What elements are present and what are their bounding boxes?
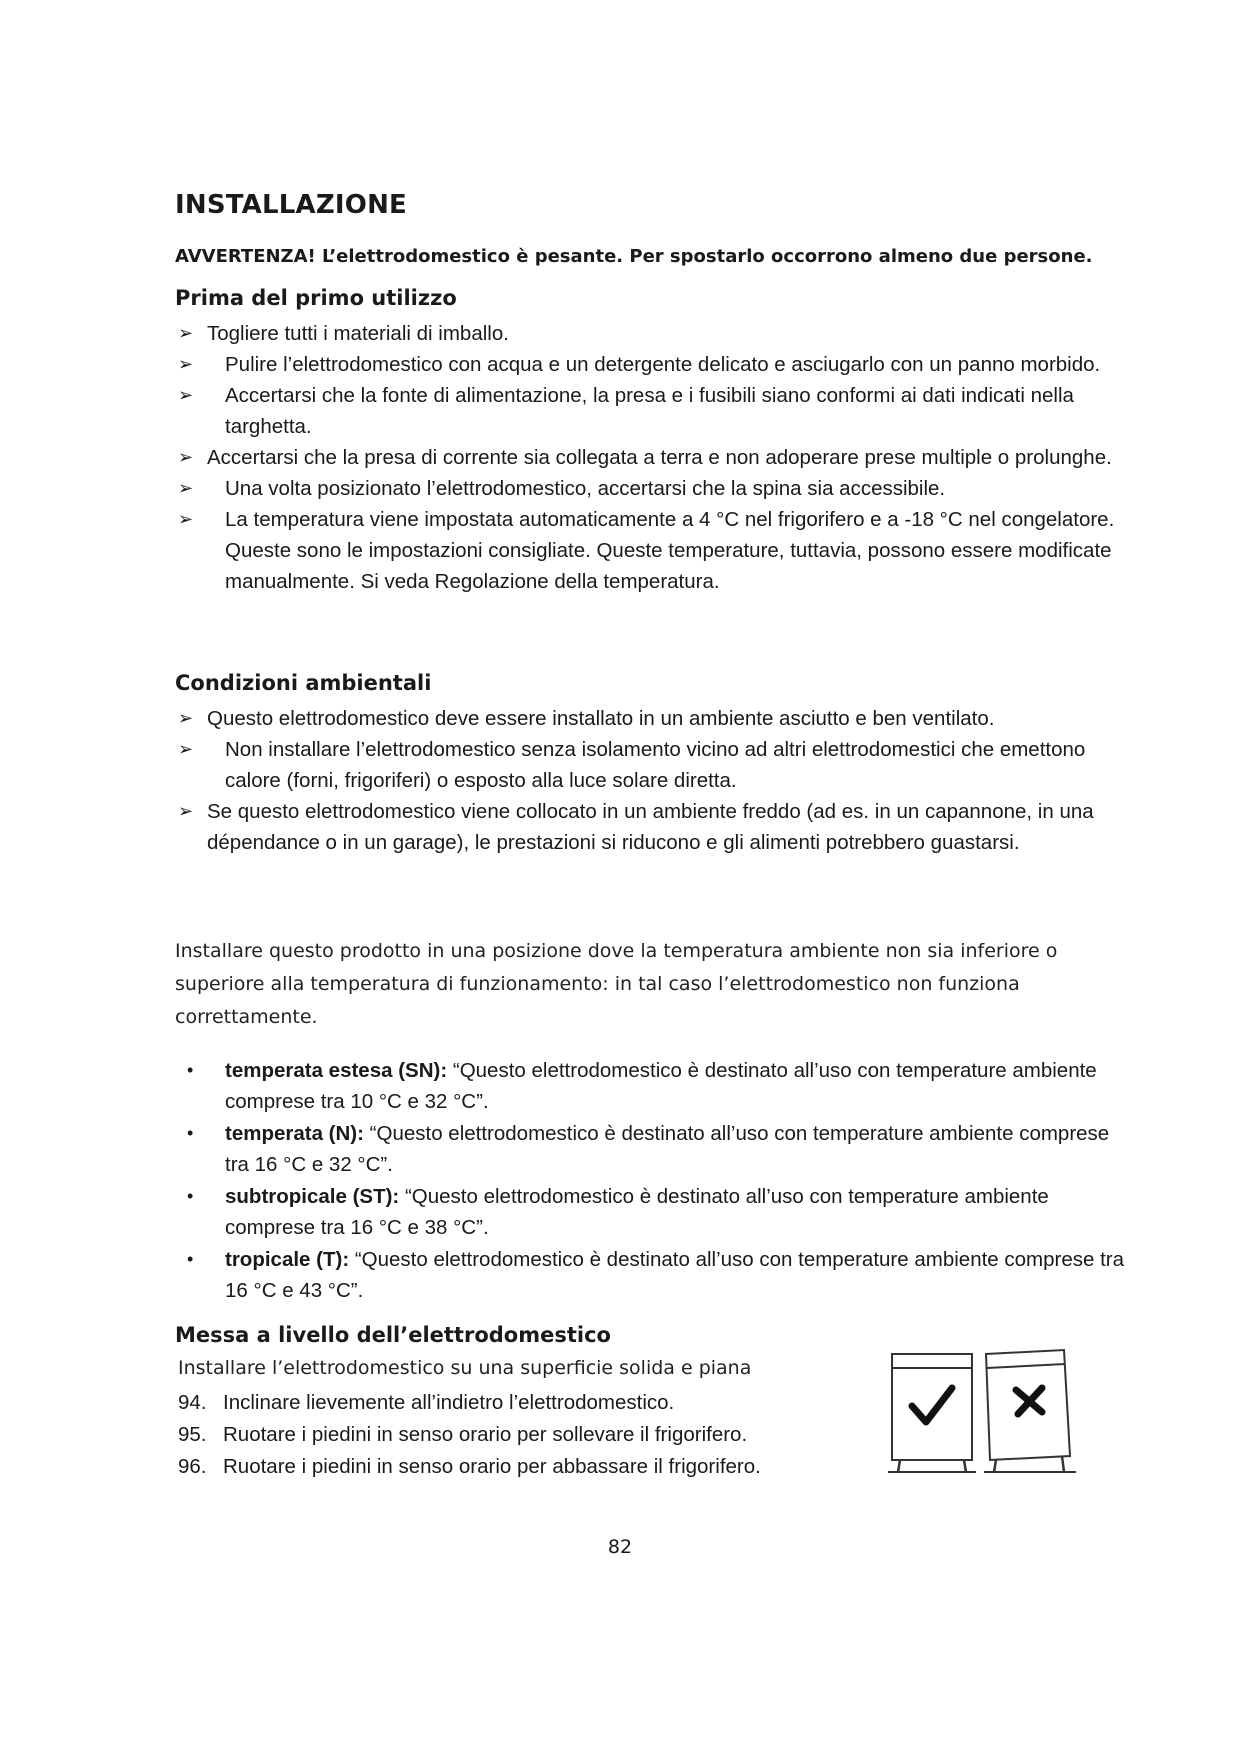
arrow-bullet-icon: ➢ xyxy=(178,385,194,405)
list-item: 95. Ruotare i piedini in senso orario per sollevare il frigorifero. xyxy=(178,1423,748,1446)
arrow-bullet-icon: ➢ xyxy=(178,801,194,821)
list-item: ➢ Questo elettrodomestico deve essere installato in un ambiente asciutto e ben ventilato. xyxy=(175,703,1135,734)
bullet-icon: • xyxy=(187,1249,194,1269)
leveling-steps xyxy=(175,1387,761,1483)
list-item: ➢ Pulire l’elettrodomestico con acqua e un detergente delicato e asciugarlo con un panno morbido. xyxy=(175,349,1135,380)
level-fridge-correct-icon xyxy=(888,1354,976,1472)
list-item: • tropicale (T): “Questo elettrodomestico è destinato all’uso con temperature ambiente comprese tra 16 °C e 43 °C”. xyxy=(175,1244,1135,1306)
bullet-icon: • xyxy=(187,1060,194,1080)
warning-text: AVVERTENZA! L’elettrodomestico è pesante. Per spostarlo occorrono almeno due persone. xyxy=(175,246,1093,267)
list-item: ➢ Una volta posizionato l’elettrodomestico, accertarsi che la spina sia accessibile. xyxy=(175,473,1135,504)
list-item: ➢ Non installare l’elettrodomestico senza isolamento vicino ad altri elettrodomestici che emettono calore (forni, frigoriferi) o esposto alla luce solare diretta. xyxy=(175,734,1135,796)
page-number: 82 xyxy=(607,1536,633,1558)
arrow-bullet-icon: ➢ xyxy=(178,478,194,498)
first-use-list xyxy=(175,318,1135,597)
climate-class-list xyxy=(175,1055,1135,1307)
arrow-bullet-icon: ➢ xyxy=(178,447,194,467)
tilted-fridge-wrong-icon xyxy=(984,1350,1076,1472)
section-heading-ambient: Condizioni ambientali xyxy=(175,671,432,695)
list-item: • subtropicale (ST): “Questo elettrodomestico è destinato all’uso con temperature ambiente comprese tra 16 °C e 38 °C”. xyxy=(175,1181,1135,1243)
ambient-list xyxy=(175,703,1135,858)
bullet-icon: • xyxy=(187,1186,194,1206)
section-heading-leveling: Messa a livello dell’elettrodomestico xyxy=(175,1323,611,1347)
list-item: • temperata (N): “Questo elettrodomestico è destinato all’uso con temperature ambiente comprese tra 16 °C e 32 °C”. xyxy=(175,1118,1135,1180)
leveling-diagram xyxy=(886,1348,1078,1478)
section-heading-first-use: Prima del primo utilizzo xyxy=(175,286,457,310)
list-item: 94. Inclinare lievemente all’indietro l’elettrodomestico. xyxy=(178,1391,675,1414)
arrow-bullet-icon: ➢ xyxy=(178,354,194,374)
arrow-bullet-icon: ➢ xyxy=(178,509,194,529)
bullet-icon: • xyxy=(187,1123,194,1143)
list-item: ➢ Accertarsi che la fonte di alimentazione, la presa e i fusibili siano conformi ai dati indicati nella targhetta. xyxy=(175,380,1135,442)
list-item: 96. Ruotare i piedini in senso orario per abbassare il frigorifero. xyxy=(178,1455,761,1478)
arrow-bullet-icon: ➢ xyxy=(178,708,194,728)
list-item: ➢ La temperatura viene impostata automaticamente a 4 °C nel frigorifero e a -18 °C nel congelatore. Queste sono le impostazioni consigliate. Queste temperature, tuttavia, possono essere modificate manualmente. Si veda Regolazione della temperatura. xyxy=(175,504,1135,597)
list-item: • temperata estesa (SN): “Questo elettrodomestico è destinato all’uso con temperature ambiente comprese tra 10 °C e 32 °C”. xyxy=(175,1055,1135,1117)
temperature-paragraph: Installare questo prodotto in una posizione dove la temperatura ambiente non sia inferiore o superiore alla temperatura di funzionamento: in tal caso l’elettrodomestico non funziona correttamente. xyxy=(175,940,1058,1028)
leveling-intro: Installare l’elettrodomestico su una superficie solida e piana xyxy=(178,1357,752,1379)
arrow-bullet-icon: ➢ xyxy=(178,739,194,759)
list-item: ➢ Se questo elettrodomestico viene collocato in un ambiente freddo (ad es. in un capannone, in una dépendance o in un garage), le prestazioni si riducono e gli alimenti potrebbero guastarsi. xyxy=(175,796,1135,858)
arrow-bullet-icon: ➢ xyxy=(178,323,194,343)
list-item: ➢ Togliere tutti i materiali di imballo. xyxy=(175,318,1135,349)
list-item: ➢ Accertarsi che la presa di corrente sia collegata a terra e non adoperare prese multiple o prolunghe. xyxy=(175,442,1135,473)
page-title: INSTALLAZIONE xyxy=(175,190,408,220)
